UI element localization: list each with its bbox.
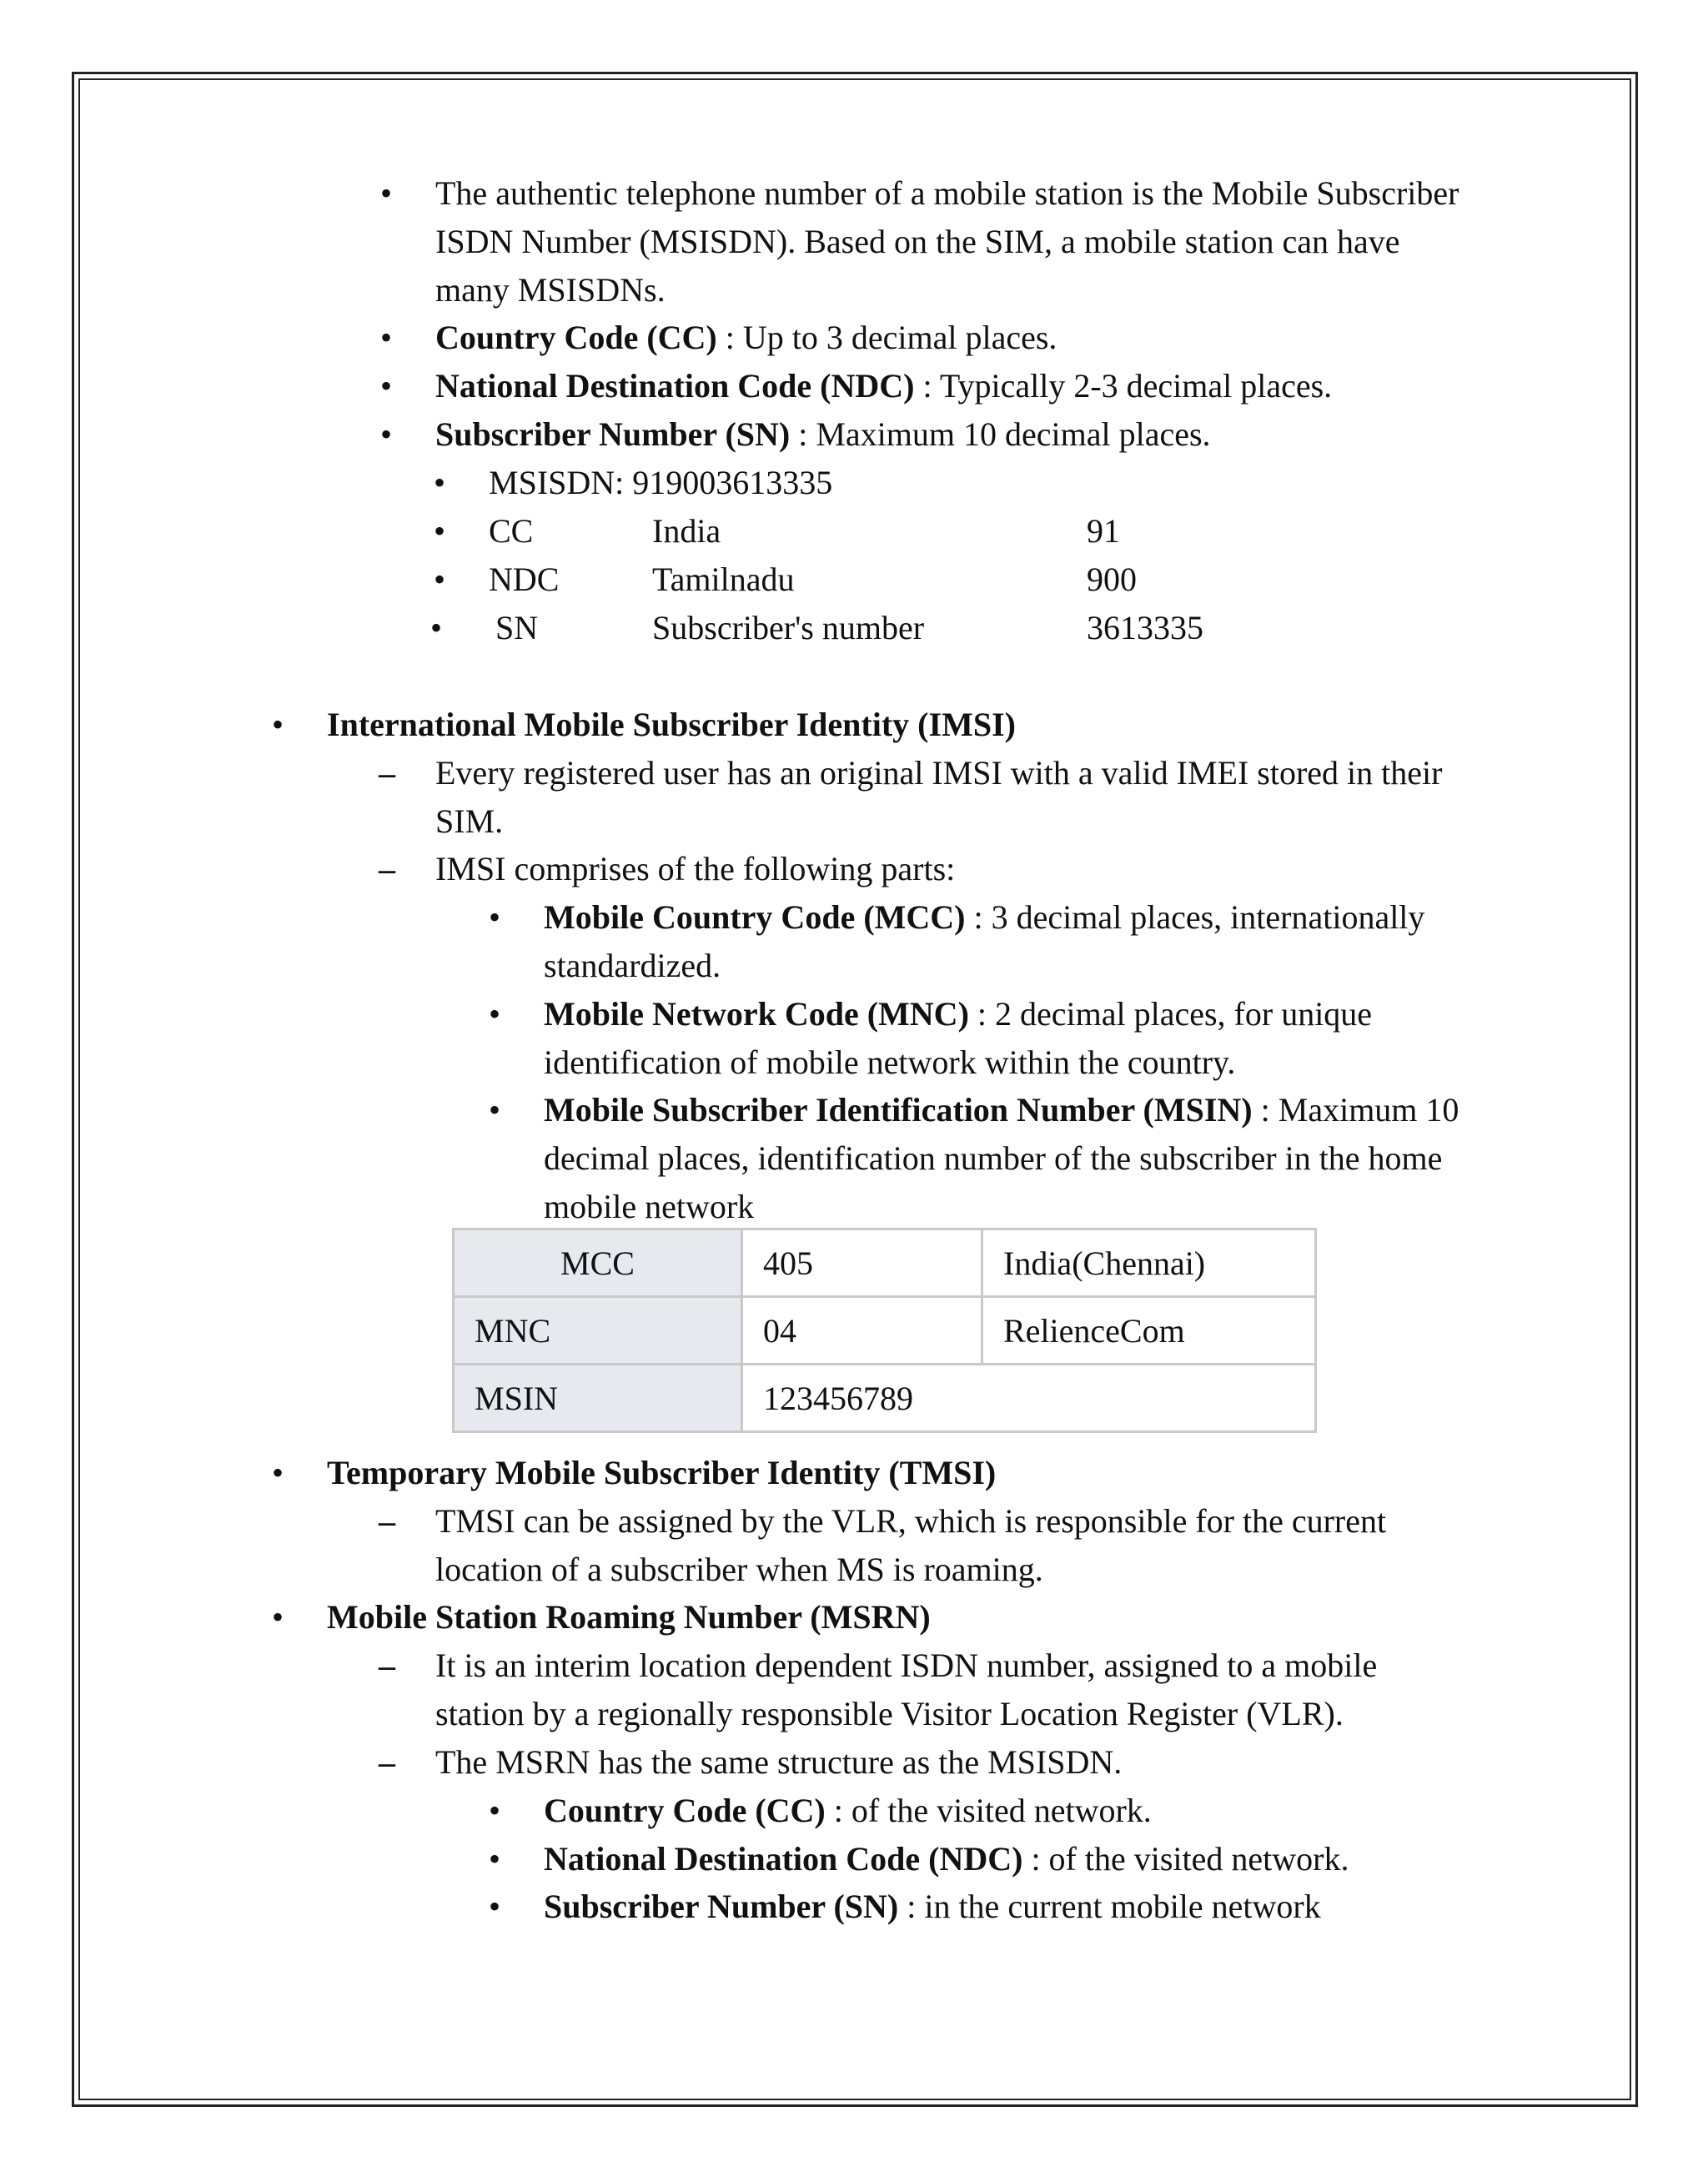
text-line: identification of mobile network within the country. [544,1043,1236,1081]
text-line: Every registered user has an original IMSI with a valid IMEI stored in their [435,754,1443,792]
text-line: standardized. [544,947,721,984]
bullet: • [272,1454,284,1491]
example-code: NDC [489,561,560,598]
example-title: MSISDN: 919003613335 [489,464,833,501]
bullet: • [489,1792,501,1829]
list-item: National Destination Code (NDC) : of the visited network. [544,1840,1349,1878]
table-cell: India(Chennai) [982,1229,1316,1297]
text-line: mobile network [544,1188,755,1225]
dash: – [379,1743,395,1781]
text-line: station by a regionally responsible Visitor Location Register (VLR). [435,1695,1344,1732]
bullet: • [380,174,393,212]
bullet: • [489,1840,501,1878]
table-cell: MNC [454,1297,742,1365]
example-name: Subscriber's number [652,609,925,646]
list-item: Subscriber Number (SN) : in the current mobile network [544,1888,1321,1925]
section-heading: Mobile Station Roaming Number (MSRN) [327,1598,931,1636]
table-cell: 405 [742,1229,982,1297]
table-cell: MSIN [454,1365,742,1432]
dash: – [379,1647,395,1684]
example-name: Tamilnadu [652,561,795,598]
text-line: It is an interim location dependent ISDN number, assigned to a mobile [435,1647,1378,1684]
table-cell: 123456789 [742,1365,1316,1432]
bullet: • [380,367,393,405]
bullet: • [489,898,501,936]
example-name: India [652,512,721,550]
list-item: Mobile Subscriber Identification Number (MSIN) : Maximum 10 [544,1091,1459,1129]
text-line: SIM. [435,802,504,840]
text-line: ISDN Number (MSISDN). Based on the SIM, a mobile station can have [435,223,1400,260]
dash: – [379,754,395,792]
list-item: Country Code (CC) : of the visited network. [544,1792,1152,1829]
table-cell: MCC [454,1229,742,1297]
list-item: Country Code (CC) : Up to 3 decimal places. [435,319,1057,356]
example-code: SN [495,609,539,646]
table-row [454,1365,1316,1432]
list-item: National Destination Code (NDC) : Typically 2-3 decimal places. [435,367,1333,405]
bullet: • [430,609,443,646]
table-row [454,1297,1316,1365]
text-line: The authentic telephone number of a mobile station is the Mobile Subscriber [435,174,1459,212]
list-item: Mobile Network Code (MNC) : 2 decimal places, for unique [544,995,1373,1033]
list-item: Subscriber Number (SN) : Maximum 10 decimal places. [435,415,1211,453]
bullet: • [380,319,393,356]
bullet: • [380,415,393,453]
table-cell: 04 [742,1297,982,1365]
text-line: IMSI comprises of the following parts: [435,850,956,887]
text-line: location of a subscriber when MS is roaming. [435,1551,1043,1588]
bullet: • [272,1598,284,1636]
example-value: 900 [1087,561,1137,598]
dash: – [379,850,395,887]
section-heading: Temporary Mobile Subscriber Identity (TMSI) [327,1454,997,1491]
table-row [454,1229,1316,1297]
bullet: • [434,512,446,550]
example-code: CC [489,512,534,550]
bullet: • [489,995,501,1033]
text-line: many MSISDNs. [435,271,666,309]
example-value: 3613335 [1087,609,1203,646]
imsi-table [452,1228,1317,1433]
bullet: • [272,706,284,743]
bullet: • [434,561,446,598]
bullet: • [489,1888,501,1925]
example-value: 91 [1087,512,1120,550]
text-line: The MSRN has the same structure as the MSISDN. [435,1743,1123,1781]
text-line: decimal places, identification number of the subscriber in the home [544,1139,1443,1177]
table-cell: RelienceCom [982,1297,1316,1365]
bullet: • [434,464,446,501]
section-heading: International Mobile Subscriber Identity (IMSI) [327,706,1016,743]
bullet: • [489,1091,501,1129]
dash: – [379,1502,395,1540]
list-item: Mobile Country Code (MCC) : 3 decimal places, internationally [544,898,1425,936]
text-line: TMSI can be assigned by the VLR, which is responsible for the current [435,1502,1387,1540]
